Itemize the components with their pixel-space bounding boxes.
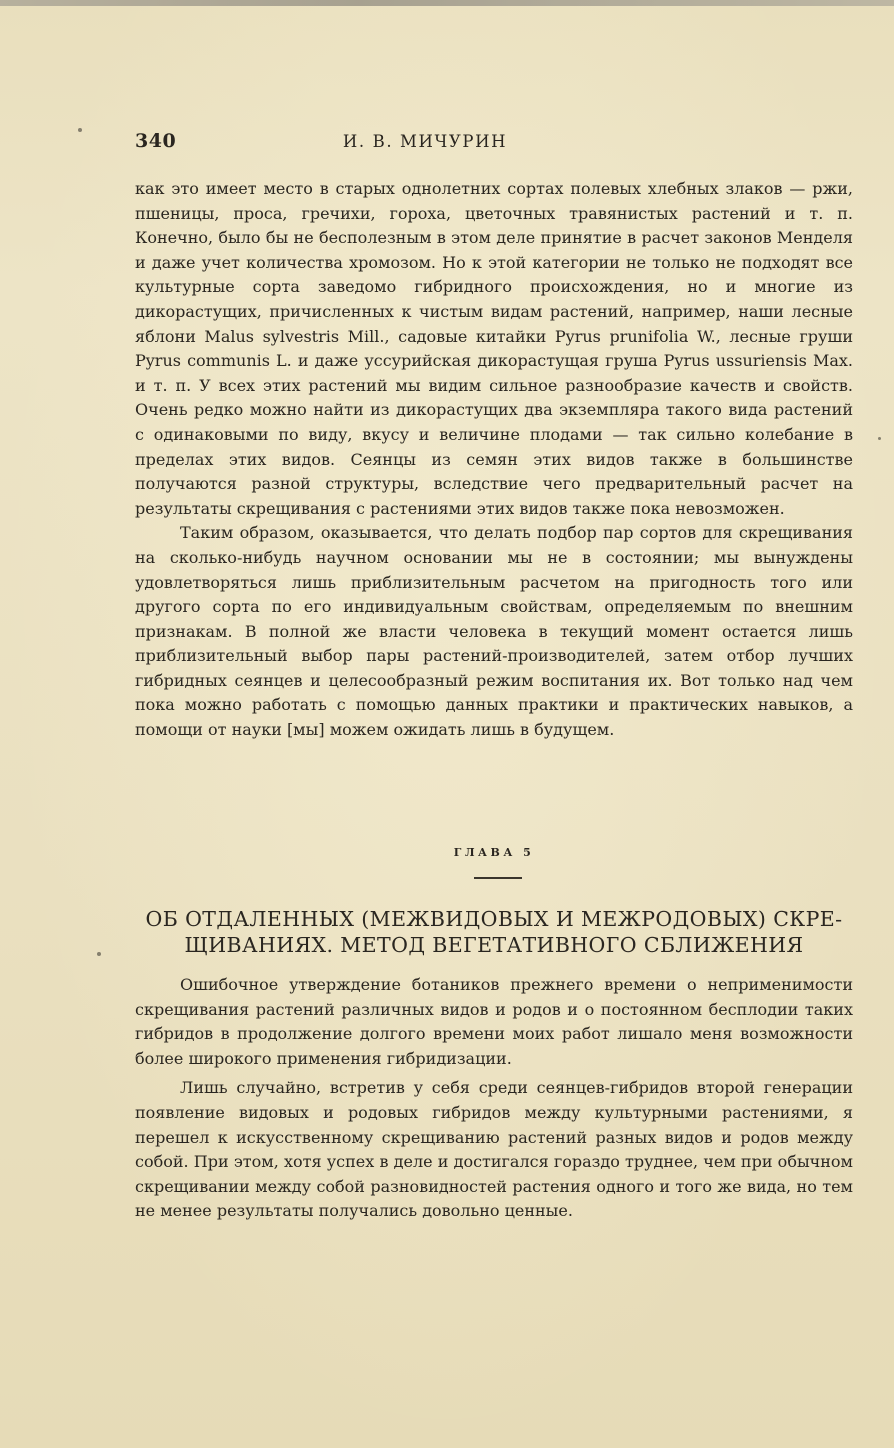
paragraph: Ошибочное утверждение ботаников прежнего времени о неприменимости скрещивания растений различных видов и родов и о постоянном бесплодии таких гибридов в продолжение долгого времени моих работ лишало меня возможности более широкого применения гибридизации. [135, 975, 853, 1068]
running-head: И. В. МИЧУРИН [342, 132, 508, 151]
paragraph: Лишь случайно, встретив у себя среди сеянцев-гибридов второй генерации появление видовых и родовых гибридов между культурными растениями, я перешел к искусственному скрещиванию растений разных видов и родов между собой. При этом, хотя успех в деле и достигался гораздо труднее, чем при обычном скрещивании между собой разновидностей растения одного и того же вида, но тем не менее результаты получались довольно ценные. [135, 1078, 853, 1221]
body-text-top [135, 177, 853, 743]
paragraph: как это имеет место в старых однолетних сортах полевых хлебных злаков — ржи, пшеницы, проса, гречихи, гороха, цветочных травянистых растений и т. п. Конечно, было бы не бесполезным в этом деле принятие в расчет законов Менделя и даже учет количества хромозом. Но к этой категории не только не подходят все культурные сорта заведомо гибридного происхождения, но и многие из дикорастущих, причисленных к чистым видам растений, например, наши лесные яблони Malus sylvestris Mill., садовые китайки Pyrus prunifolia W., лесные груши Pyrus communis L. и даже уссурийская дикорастущая груша Pyrus ussuriensis Max. и т. п. У всех этих растений мы видим сильное разнообразие качеств и свойств. Очень редко можно найти из дикорастущих два экземпляра такого вида растений с одинаковыми по виду, вкусу и величине плодами — так сильно колебание в пределах этих видов. Сеянцы из семян этих видов также в большинстве получаются разной структуры, вследствие чего предварительный расчет на результаты скрещивания с растениями этих видов также пока невозможен. [135, 179, 853, 518]
page-header [135, 130, 853, 156]
paper-speck [878, 437, 881, 440]
page-number: 340 [135, 130, 177, 152]
body-text-bottom [135, 973, 853, 1224]
paper-speck [97, 952, 101, 956]
chapter-title-line: ОБ ОТДАЛЕННЫХ (МЕЖВИДОВЫХ И МЕЖРОДОВЫХ) СКРЕ- [145, 907, 843, 931]
chapter-label: ГЛАВА 5 [453, 846, 535, 859]
chapter-divider [474, 877, 522, 879]
paper-speck [78, 128, 82, 132]
chapter-title [135, 906, 853, 958]
page-top-edge [0, 0, 894, 6]
chapter-title-line: ЩИВАНИЯХ. МЕТОД ВЕГЕТАТИВНОГО СБЛИЖЕНИЯ [184, 933, 804, 957]
paragraph: Таким образом, оказывается, что делать подбор пар сортов для скрещивания на сколько-нибудь научном основании мы не в состоянии; мы вынуждены удовлетворяться лишь приблизительным расчетом на пригодность того или другого сорта по его индивидуальным свойствам, определяемым по внешним признакам. В полной же власти человека в текущий момент остается лишь приблизительный выбор пары растений-производителей, затем отбор лучших гибридных сеянцев и целесообразный режим воспитания их. Вот только над чем пока можно работать с помощью данных практики и практических навыков, а помощи от науки [мы] можем ожидать лишь в будущем. [135, 523, 853, 740]
